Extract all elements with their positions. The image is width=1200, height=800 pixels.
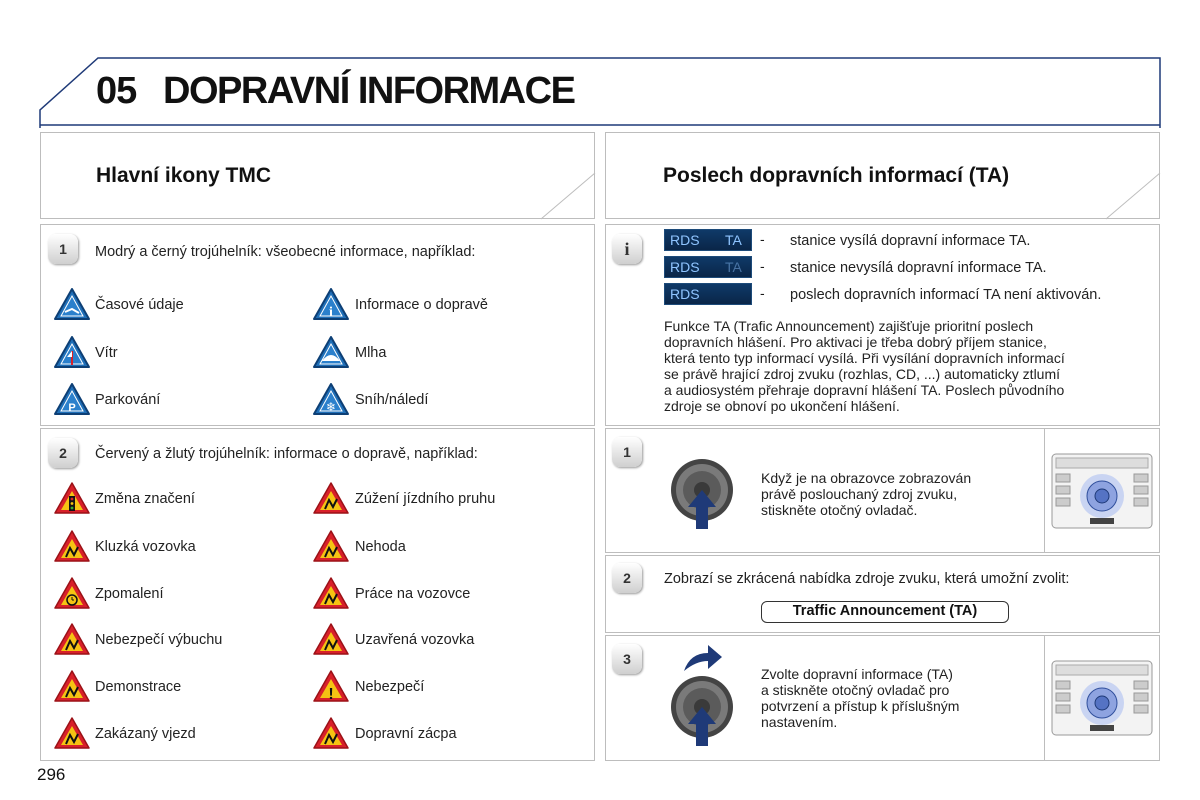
icon-label: Demonstrace xyxy=(95,679,182,695)
rds-ta-indicator xyxy=(664,283,752,305)
page-number: 296 xyxy=(37,765,66,784)
weather-icon xyxy=(53,287,91,321)
road-closed-icon xyxy=(312,622,350,656)
parking-icon xyxy=(53,382,91,416)
chapter-title: DOPRAVNÍ INFORMACE xyxy=(163,70,575,112)
icon-label: Vítr xyxy=(95,345,118,361)
info-icon xyxy=(312,287,350,321)
step1-knob-icon xyxy=(668,457,738,533)
group2-intro: Červený a žlutý trojúhelník: informace o dopravě, například: xyxy=(95,446,478,462)
step1-text: Když je na obrazovce zobrazován právě poslouchaný zdroj zvuku, stiskněte otočný ovladač. xyxy=(761,470,972,518)
icon-label: Časové údaje xyxy=(95,297,184,313)
icon-label: Parkování xyxy=(95,392,161,408)
slippery-road-icon xyxy=(53,529,91,563)
demonstration-icon xyxy=(53,669,91,703)
ta-label: TA xyxy=(725,259,742,275)
ta-description: Funkce TA (Trafic Announcement) zajišťuje prioritní poslech dopravních hlášení. Pro aktivaci je třeba dobrý příjem stanice, která tento typ informací vysílá. Při vysílání dopravních informací se právě hrající zdroj zvuku (rozhlas, CD, ...) automaticky ztlumí a audiosystém přehraje dopravní hlášení TA. Poslech původního zdroje se obnoví po ukončení hlášení. xyxy=(664,318,1065,414)
no-entry-icon xyxy=(53,716,91,750)
exclamation-icon xyxy=(312,669,350,703)
step3-text: Zvolte dopravní informace (TA) a stiskněte otočný ovladač pro potvrzení a přístup k příslušným nastavením. xyxy=(761,666,960,730)
dash: - xyxy=(760,231,765,247)
audio-unit-image xyxy=(1050,452,1154,530)
svg-text:!: ! xyxy=(328,686,334,703)
icon-label: Změna značení xyxy=(95,491,195,507)
icon-label: Dopravní zácpa xyxy=(355,726,457,742)
group1-intro: Modrý a černý trojúhelník: všeobecné informace, například: xyxy=(95,244,476,260)
audio-unit-image xyxy=(1050,659,1154,737)
icon-label: Zakázaný vjezd xyxy=(95,726,196,742)
info-badge: i xyxy=(612,234,642,264)
step2-text: Zobrazí se zkrácená nabídka zdroje zvuku, která umožní zvolit: xyxy=(664,571,1070,587)
rds-description: poslech dopravních informací TA není aktivován. xyxy=(790,287,1102,303)
icon-label: Uzavřená vozovka xyxy=(355,632,475,648)
step3-knob-icon xyxy=(668,674,738,750)
rds-label: RDS xyxy=(670,259,700,275)
fog-icon xyxy=(312,335,350,369)
dash: - xyxy=(760,258,765,274)
icon-label: Práce na vozovce xyxy=(355,586,471,602)
svg-text:❄: ❄ xyxy=(325,400,337,414)
svg-text:P: P xyxy=(68,402,76,414)
snowflake-icon xyxy=(312,382,350,416)
group1-badge: 1 xyxy=(48,234,78,264)
left-section-title: Hlavní ikony TMC xyxy=(96,164,272,187)
accident-icon xyxy=(312,529,350,563)
lane-narrowing-icon xyxy=(312,481,350,515)
rds-description: stanice nevysílá dopravní informace TA. xyxy=(790,260,1047,276)
icon-label: Kluzká vozovka xyxy=(95,539,196,555)
rds-ta-indicator xyxy=(664,229,752,251)
ta-label: TA xyxy=(725,232,742,248)
icon-label: Nehoda xyxy=(355,539,406,555)
step1-badge: 1 xyxy=(612,437,642,467)
icon-label: Mlha xyxy=(355,345,387,361)
icon-label: Zúžení jízdního pruhu xyxy=(355,491,496,507)
dash: - xyxy=(760,285,765,301)
rotate-arrow-icon xyxy=(680,643,724,673)
right-section-title: Poslech dopravních informací (TA) xyxy=(663,164,1010,187)
chapter-header xyxy=(0,0,1200,130)
wind-icon xyxy=(53,335,91,369)
icon-label: Nebezpečí xyxy=(355,679,425,695)
svg-text:i: i xyxy=(329,305,333,320)
roadworks-icon xyxy=(312,576,350,610)
rds-ta-indicator xyxy=(664,256,752,278)
icon-label: Zpomalení xyxy=(95,586,164,602)
chapter-number: 05 xyxy=(96,70,137,112)
icon-label: Nebezpečí výbuchu xyxy=(95,632,223,648)
step3-badge: 3 xyxy=(612,644,642,674)
rds-label: RDS xyxy=(670,232,700,248)
explosion-icon xyxy=(53,622,91,656)
icon-label: Sníh/náledí xyxy=(355,392,429,408)
traffic-jam-icon xyxy=(312,716,350,750)
clock-icon xyxy=(53,576,91,610)
traffic-light-icon xyxy=(53,481,91,515)
group2-badge: 2 xyxy=(48,438,78,468)
rds-label: RDS xyxy=(670,286,700,302)
step2-badge: 2 xyxy=(612,563,642,593)
rds-description: stanice vysílá dopravní informace TA. xyxy=(790,233,1031,249)
traffic-announcement-button[interactable]: Traffic Announcement (TA) xyxy=(761,601,1009,623)
icon-label: Informace o dopravě xyxy=(355,297,488,313)
